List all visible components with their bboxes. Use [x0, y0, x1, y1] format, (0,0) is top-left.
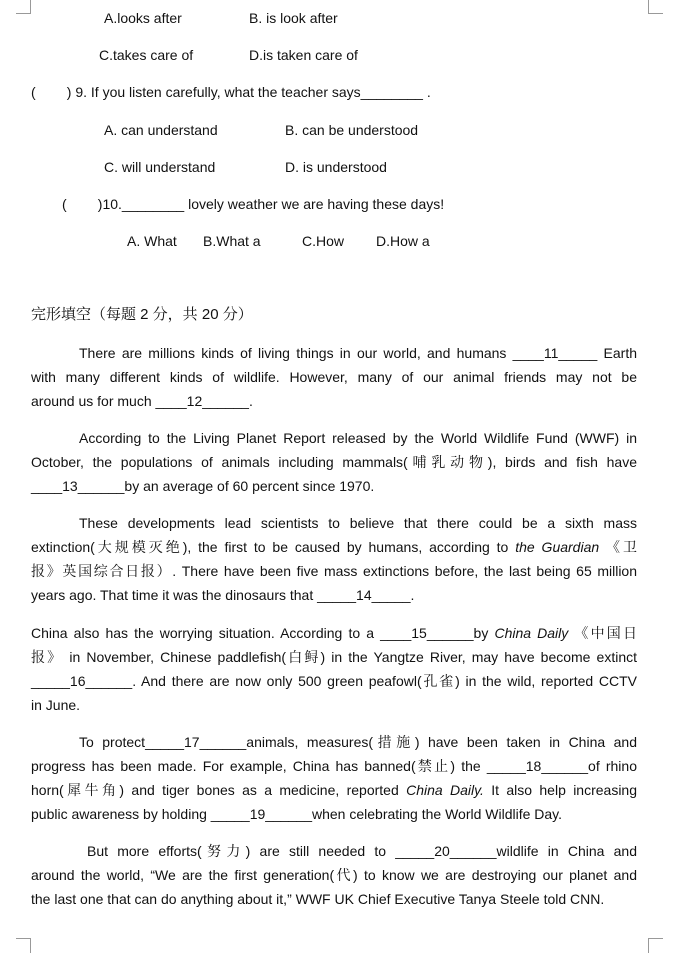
q9-option-b: B. can be understood: [285, 122, 419, 138]
q10-option-d: D.How a: [376, 233, 430, 249]
paragraph-line: the last one that can do anything about it,” WWF UK Chief Executive Tanya Steele told CNN.: [31, 891, 605, 907]
source-china-daily: China Daily: [494, 625, 569, 641]
paragraph-line: ____13______by an average of 60 percent since 1970.: [31, 478, 375, 494]
source-the-guardian: the Guardian: [515, 539, 600, 555]
cloze-paragraph-1: [31, 341, 637, 413]
cloze-paragraph-3: [31, 511, 637, 607]
cloze-paragraph-4: [31, 621, 637, 717]
cloze-section-title: 完形填空（每题 2 分，共 20 分）: [31, 306, 253, 323]
crop-mark-bottom-right: [648, 938, 663, 953]
paragraph-line: There are millions kinds of living things in our world, and humans ____11_____ Earth: [79, 345, 637, 361]
paragraph-line: progress has been made. For example, China has banned(禁止) the _____18______of rhino: [31, 758, 637, 774]
paragraph-line: horn(犀牛角) and tiger bones as a medicine, reported China Daily. It also help increasing: [31, 782, 638, 798]
q9-option-d: D. is understood: [285, 159, 387, 175]
q10-option-a: A. What: [127, 233, 177, 249]
paragraph-line: 报》 in November, Chinese paddlefish(白鲟) in the Yangtze River, may have become extinct: [31, 649, 637, 665]
paragraph-line: extinction(大规模灭绝), the first to be caused by humans, according to the Guardian 《卫: [31, 539, 638, 555]
paragraph-line: But more efforts(努力) are still needed to _____20______wildlife in China and: [87, 843, 637, 859]
paragraph-line: According to the Living Planet Report released by the World Wildlife Fund (WWF) in: [79, 430, 637, 446]
q9-option-a: A. can understand: [104, 122, 218, 138]
paragraph-line: years ago. That time it was the dinosaurs that _____14_____.: [31, 587, 415, 603]
q10-option-b: B.What a: [203, 233, 261, 249]
q9-stem: ( ) 9. If you listen carefully, what the teacher says________ .: [31, 84, 431, 100]
source-china-daily: China Daily.: [406, 782, 484, 798]
paragraph-line: public awareness by holding _____19______when celebrating the World Wildlife Day.: [31, 806, 563, 822]
paragraph-line: with many different kinds of wildlife. However, many of our animal friends may not be: [31, 369, 637, 385]
paragraph-line: around us for much ____12______.: [31, 393, 253, 409]
q10-option-c: C.How: [302, 233, 345, 249]
q8-option-a: A.looks after: [104, 10, 182, 26]
paragraph-line: China also has the worrying situation. According to a ____15______by China Daily 《中国日: [31, 625, 638, 641]
q8-option-d: D.is taken care of: [249, 47, 358, 63]
cloze-paragraph-2: [31, 426, 637, 498]
paragraph-line: To protect_____17______animals, measures(措施) have been taken in China and: [79, 734, 637, 750]
crop-mark-top-left: [16, 0, 31, 14]
paragraph-line: in June.: [31, 697, 81, 713]
q8-option-c: C.takes care of: [99, 47, 194, 63]
paragraph-line: _____16______. And there are now only 500 green peafowl(孔雀) in the wild, reported CCTV: [31, 673, 637, 689]
q8-option-b: B. is look after: [249, 10, 338, 26]
cloze-paragraph-6: [31, 839, 637, 911]
paragraph-line: October, the populations of animals including mammals(哺乳动物), birds and fish have: [31, 454, 637, 470]
q9-option-c: C. will understand: [104, 159, 216, 175]
cloze-paragraph-5: [31, 730, 637, 826]
paragraph-line: 报》英国综合日报）. There have been five mass extinctions before, the last being 65 million: [31, 563, 637, 579]
crop-mark-bottom-left: [16, 938, 31, 953]
paragraph-line: around the world, “We are the first generation(代) to know we are destroying our planet and: [31, 867, 637, 883]
q10-stem: ( )10.________ lovely weather we are having these days!: [62, 196, 445, 212]
crop-mark-top-right: [648, 0, 663, 14]
paragraph-line: These developments lead scientists to believe that there could be a sixth mass: [79, 515, 637, 531]
